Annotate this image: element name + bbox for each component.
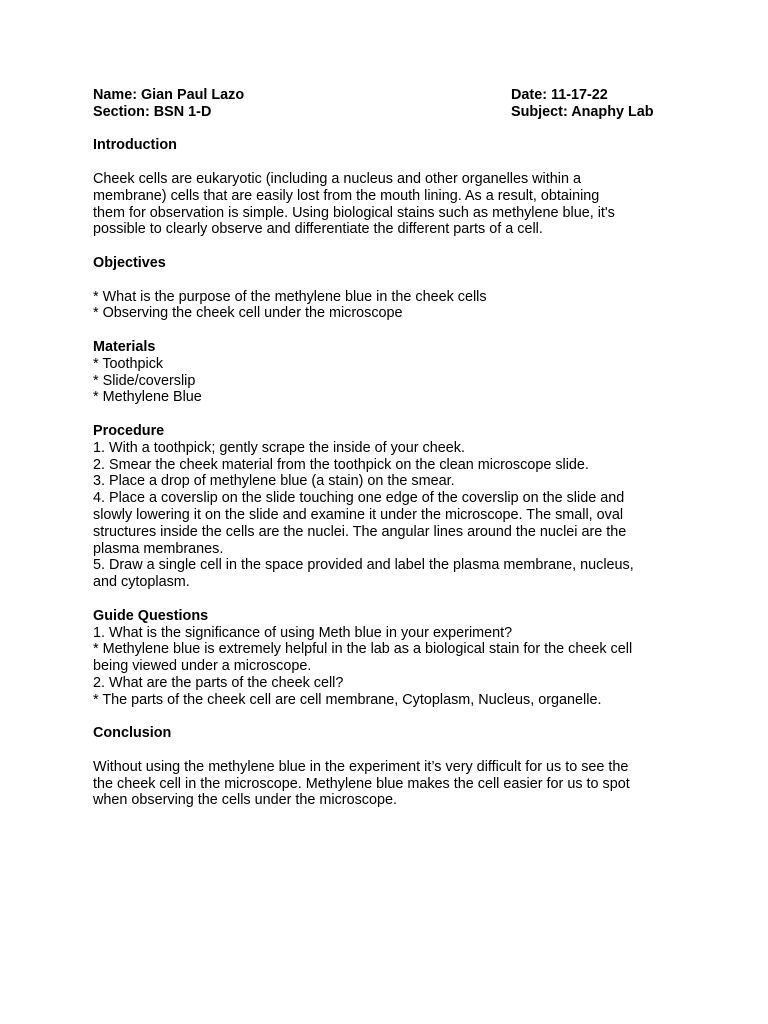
guide-question-line: 1. What is the significance of using Meth blue in your experiment? bbox=[93, 624, 513, 641]
material-item: * Slide/coverslip bbox=[93, 372, 196, 389]
header-row-2 bbox=[93, 104, 683, 121]
introduction-line: Cheek cells are eukaryotic (including a nucleus and other organelles within a bbox=[93, 170, 581, 187]
guide-question-line: being viewed under a microscope. bbox=[93, 658, 312, 675]
procedure-line: slowly lowering it on the slide and examine it under the microscope. The small, oval bbox=[93, 506, 624, 523]
document-page bbox=[93, 87, 683, 809]
introduction-heading: Introduction bbox=[93, 137, 177, 154]
header-row-1 bbox=[93, 87, 683, 104]
procedure-line: 4. Place a coverslip on the slide touching one edge of the coverslip on the slide and bbox=[93, 490, 625, 507]
material-item: * Toothpick bbox=[93, 355, 164, 372]
procedure-line: plasma membranes. bbox=[93, 540, 224, 557]
guide-question-line: * Methylene blue is extremely helpful in the lab as a biological stain for the cheek cell bbox=[93, 641, 633, 658]
guide-questions-list bbox=[93, 625, 683, 709]
introduction-body bbox=[93, 171, 683, 238]
student-section: Section: BSN 1-D bbox=[93, 103, 212, 120]
objective-item: * Observing the cheek cell under the microscope bbox=[93, 305, 403, 322]
introduction-line: membrane) cells that are easily lost from the mouth lining. As a result, obtaining bbox=[93, 187, 600, 204]
conclusion-body bbox=[93, 759, 683, 809]
procedure-line: 5. Draw a single cell in the space provided and label the plasma membrane, nucleus, bbox=[93, 557, 634, 574]
conclusion-heading: Conclusion bbox=[93, 725, 172, 742]
procedure-line: 2. Smear the cheek material from the toothpick on the clean microscope slide. bbox=[93, 456, 589, 473]
objectives-list bbox=[93, 289, 683, 323]
procedure-line: structures inside the cells are the nuclei. The angular lines around the nuclei are the bbox=[93, 523, 627, 540]
introduction-line: possible to clearly observe and differentiate the different parts of a cell. bbox=[93, 221, 543, 238]
procedure-list bbox=[93, 440, 683, 591]
guide-question-line: 2. What are the parts of the cheek cell? bbox=[93, 674, 344, 691]
material-item: * Methylene Blue bbox=[93, 389, 202, 406]
conclusion-line: when observing the cells under the microscope. bbox=[93, 792, 397, 809]
materials-list bbox=[93, 356, 683, 406]
conclusion-line: the cheek cell in the microscope. Methylene blue makes the cell easier for us to spot bbox=[93, 775, 630, 792]
guide-questions-heading: Guide Questions bbox=[93, 607, 209, 624]
procedure-line: 3. Place a drop of methylene blue (a stain) on the smear. bbox=[93, 473, 455, 490]
report-subject: Subject: Anaphy Lab bbox=[511, 103, 654, 120]
student-name: Name: Gian Paul Lazo bbox=[93, 87, 245, 103]
materials-heading: Materials bbox=[93, 338, 156, 355]
guide-question-line: * The parts of the cheek cell are cell membrane, Cytoplasm, Nucleus, organelle. bbox=[93, 691, 602, 708]
procedure-heading: Procedure bbox=[93, 422, 165, 439]
procedure-line: and cytoplasm. bbox=[93, 574, 190, 591]
objectives-heading: Objectives bbox=[93, 254, 166, 271]
report-date: Date: 11-17-22 bbox=[511, 87, 608, 103]
introduction-line: them for observation is simple. Using biological stains such as methylene blue, it's bbox=[93, 204, 615, 221]
procedure-line: 1. With a toothpick; gently scrape the inside of your cheek. bbox=[93, 439, 465, 456]
objective-item: * What is the purpose of the methylene blue in the cheek cells bbox=[93, 288, 487, 305]
conclusion-line: Without using the methylene blue in the experiment it’s very difficult for us to see the bbox=[93, 758, 629, 775]
